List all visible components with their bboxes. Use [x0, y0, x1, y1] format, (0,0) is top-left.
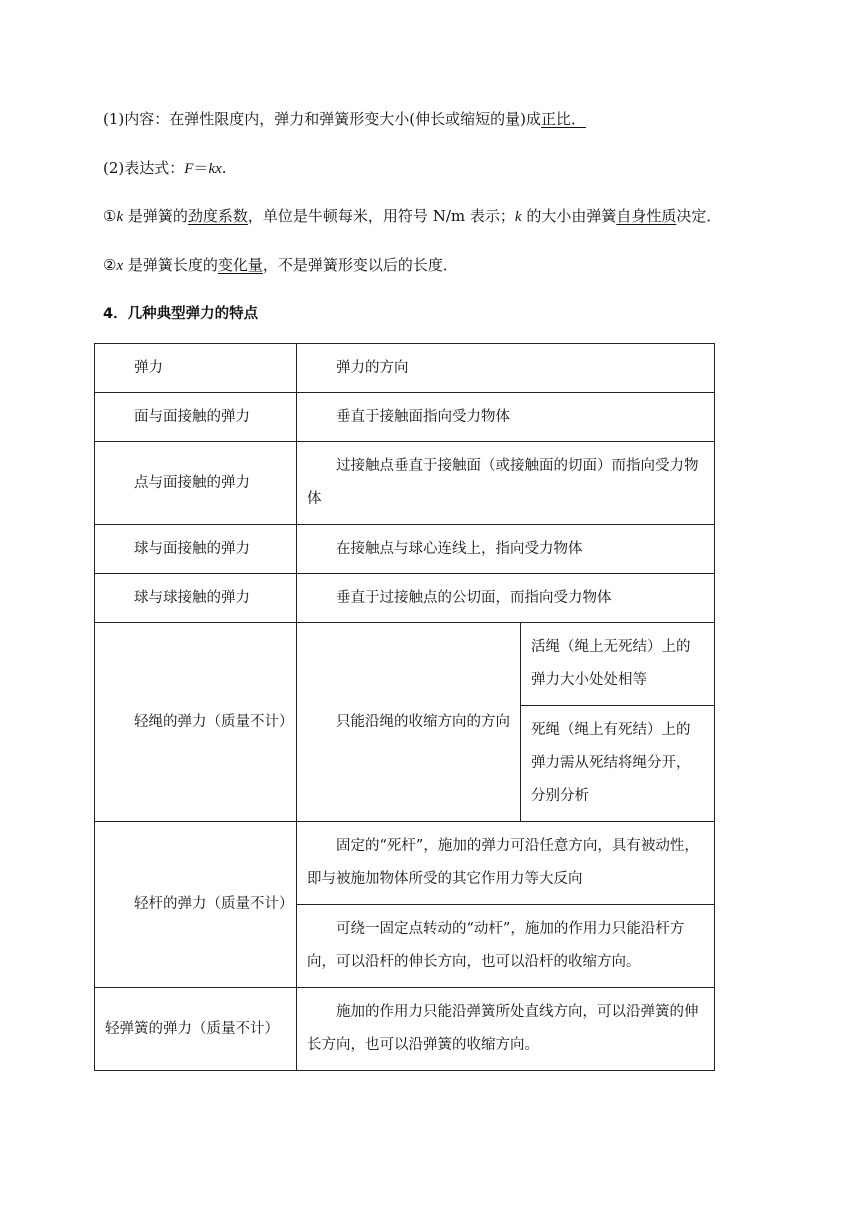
circled-one-mark: ① [103, 207, 117, 225]
row-name: 面与面接触的弹力 [95, 393, 297, 442]
line-3-text-1: 是弹簧的 [123, 207, 188, 225]
elastic-force-table [94, 343, 715, 1071]
table-row [95, 525, 715, 574]
rod-name: 轻杆的弹力（质量不计） [95, 822, 297, 988]
header-force: 弹力 [95, 344, 297, 393]
content-line-1 [103, 109, 586, 129]
line-3-text-2: ，单位是牛顿每米，用符号 N/m 表示； [247, 207, 515, 225]
content-line-2 [103, 158, 227, 179]
row-name: 球与球接触的弹力 [95, 574, 297, 623]
content-line-1-underlined: 正比． [540, 110, 586, 128]
rope-direction: 只能沿绳的收缩方向的方向 [297, 623, 521, 822]
header-direction: 弹力的方向 [297, 344, 715, 393]
var-x: x [116, 258, 124, 274]
table-row-rod-fixed [95, 822, 715, 905]
table-row-spring [95, 988, 715, 1071]
var-k-2: k [514, 209, 522, 225]
spring-name: 轻弹簧的弹力（质量不计） [95, 988, 297, 1071]
rope-live-note: 活绳（绳上无死结）上的弹力大小处处相等 [521, 623, 715, 706]
content-line-4 [103, 255, 458, 276]
line-3-text-4: 决定． [676, 207, 722, 225]
formula-equals: ＝ [193, 159, 209, 177]
content-line-1-text: (1)内容：在弹性限度内，弹力和弹簧形变大小(伸长或缩短的量)成 [103, 110, 541, 128]
stiffness-coefficient-term: 劲度系数 [187, 207, 248, 225]
intrinsic-property-term: 自身性质 [616, 207, 677, 225]
row-name: 点与面接触的弹力 [95, 442, 297, 525]
line-3-text-3: 的大小由弹簧 [521, 207, 617, 225]
circled-two-mark: ② [103, 256, 117, 274]
section-heading: 4．几种典型弹力的特点 [103, 306, 259, 322]
row-direction: 垂直于过接触点的公切面，而指向受力物体 [297, 574, 715, 623]
line-4-text-1: 是弹簧长度的 [123, 256, 218, 274]
formula-F: F [184, 161, 194, 177]
var-k-1: k [116, 209, 124, 225]
table-row-rope-live [95, 623, 715, 706]
table-header-row [95, 344, 715, 393]
row-direction: 在接触点与球心连线上，指向受力物体 [297, 525, 715, 574]
variation-term: 变化量 [217, 256, 263, 274]
rod-movable-direction: 可绕一固定点转动的“动杆”，施加的作用力只能沿杆方向，可以沿杆的伸长方向，也可以沿杆的收缩方向。 [297, 905, 715, 988]
row-direction: 垂直于接触面指向受力物体 [297, 393, 715, 442]
table-row [95, 442, 715, 525]
rope-dead-note: 死绳（绳上有死结）上的弹力需从死结将绳分开，分别分析 [521, 706, 715, 822]
row-name: 球与面接触的弹力 [95, 525, 297, 574]
row-direction: 过接触点垂直于接触面（或接触面的切面）而指向受力物体 [297, 442, 715, 525]
spring-direction: 施加的作用力只能沿弹簧所处直线方向，可以沿弹簧的伸长方向，也可以沿弹簧的收缩方向。 [297, 988, 715, 1071]
rope-name: 轻绳的弹力（质量不计） [95, 623, 297, 822]
formula-end: . [221, 159, 227, 177]
formula-kx: kx [208, 161, 222, 177]
line-4-text-2: ，不是弹簧形变以后的长度． [262, 256, 458, 274]
table-row [95, 574, 715, 623]
formula-prefix: (2)表达式： [103, 159, 185, 177]
content-line-3 [103, 206, 721, 227]
table-row [95, 393, 715, 442]
rod-fixed-direction: 固定的“死杆”，施加的弹力可沿任意方向，具有被动性，即与被施加物体所受的其它作用力等大反向 [297, 822, 715, 905]
